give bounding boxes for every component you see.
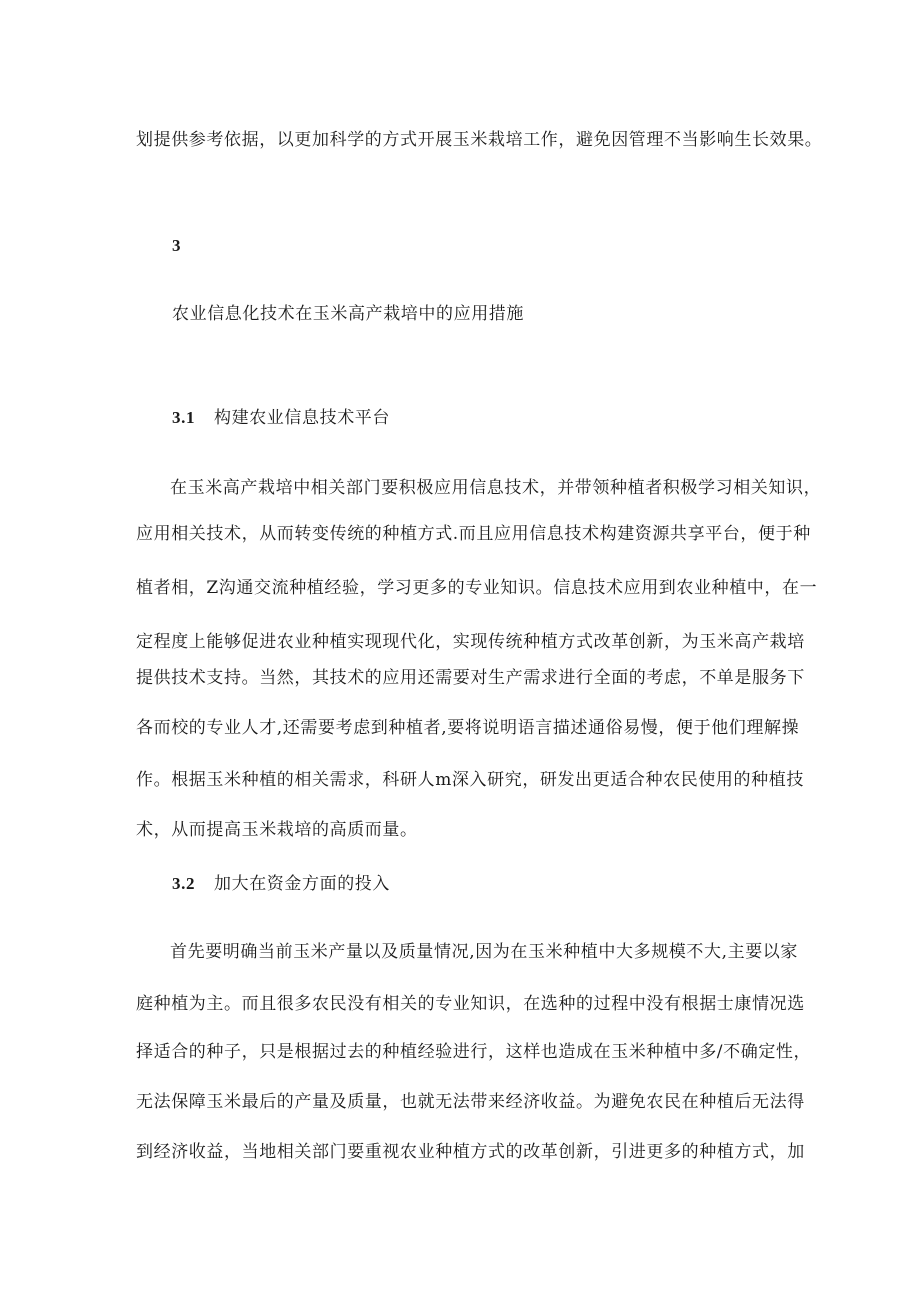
section-3-2-line: 到经济收益，当地相关部门要重视农业种植方式的改革创新，引进更多的种植方式，加: [136, 1142, 805, 1162]
section-3-1-line: 定程度上能够促进农业种植实现现代化，实现传统种植方式改革创新，为玉米高产栽培: [136, 632, 805, 652]
section-3-1-line: 提供技术支持。当然，其技术的应用还需要对生产需求进行全面的考虑，不单是服务下: [136, 668, 805, 688]
section-3-1-line: 应用相关技术，从而转变传统的种植方式.而且应用信息技术构建资源共享平台，便于种: [136, 524, 811, 544]
section-3-1-number: 3.1: [172, 408, 196, 427]
section-3-title: 农业信息化技术在玉米高产栽培中的应用措施: [172, 304, 524, 324]
section-3-2-title: 加大在资金方面的投入: [214, 874, 390, 894]
section-3-2-line: 庭种植为主。而且很多农民没有相关的专业知识，在选种的过程中没有根据士康情况选: [136, 994, 805, 1014]
section-3-1-line: 在玉米高产栽培中相关部门要积极应用信息技术，并带领种植者积极学习相关知识，: [170, 478, 822, 498]
section-3-2-number: 3.2: [172, 874, 196, 893]
section-3-1-line: 术，从而提高玉米栽培的高质而量。: [136, 820, 418, 840]
section-3-1-line: 各而校的专业人才,还需要考虑到种植者,要将说明语言描述通俗易慢，便于他们理解操: [136, 718, 800, 738]
section-3-1-heading: [172, 406, 390, 430]
section-3-number: 3: [172, 236, 181, 255]
section-3-2-heading: [172, 872, 390, 896]
section-3-2-line: 无法保障玉米最后的产量及质量，也就无法带来经济收益。为避免农民在种植后无法得: [136, 1092, 805, 1112]
section-3-1-title: 构建农业信息技术平台: [214, 408, 390, 428]
intro-paragraph-line: 划提供参考依据，以更加科学的方式开展玉米栽培工作，避免因管理不当影响生长效果。: [136, 130, 823, 150]
section-3-2-line: 择适合的种子，只是根据过去的种植经验进行，这样也造成在玉米种植中多/不确定性，: [136, 1042, 812, 1062]
section-3-1-line: 植者相，Z沟通交流种植经验，学习更多的专业知识。信息技术应用到农业种植中，在一: [136, 578, 818, 598]
section-3-1-line: 作。根据玉米种植的相关需求，科研人m深入研究，研发出更适合种农民使用的种植技: [136, 770, 804, 790]
section-3-2-line: 首先要明确当前玉米产量以及质量情况,因为在玉米种植中大多规模不大,主要以家: [170, 942, 799, 962]
